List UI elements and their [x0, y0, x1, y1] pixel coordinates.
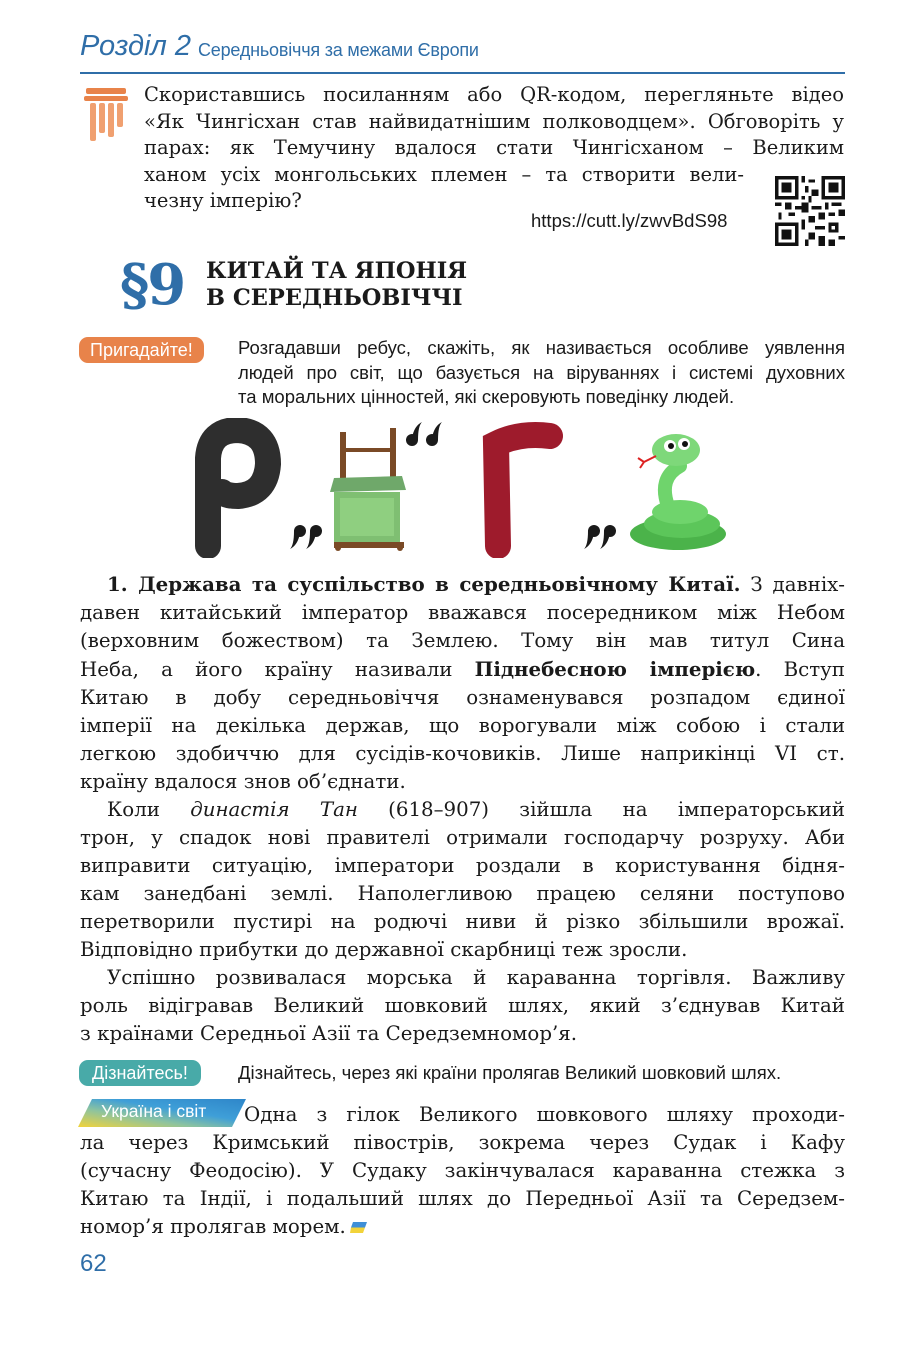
intro-line: Скориставшись посиланням або QR-кодом, перегляньте відео — [144, 83, 844, 106]
rebus-illustration — [180, 418, 740, 558]
paragraph-title-line: КИТАЙ ТА ЯПОНІЯ — [206, 258, 468, 284]
qr-code-icon[interactable] — [775, 176, 845, 246]
body-line: імперії на декілька держав, що ворогували між собою і стали — [80, 714, 845, 737]
cartoon-snake-icon — [630, 434, 726, 550]
intro-line: чезну імперію? — [144, 189, 302, 212]
ukraine-world-label: Україна і світ — [101, 1101, 207, 1121]
paragraph-number: §9 — [120, 252, 185, 318]
remember-badge: Пригадайте! — [79, 337, 204, 363]
remember-line: Розгадавши ребус, скажіть, як називається особливе уявлення — [238, 337, 845, 358]
page-number: 62 — [80, 1250, 107, 1277]
chapter-header — [80, 30, 845, 74]
key-term: Піднебесною імперією — [474, 657, 756, 681]
paragraph-title — [206, 258, 467, 312]
body-line: кам занедбані землі. Наполегливою працею селяни поступово — [80, 882, 845, 905]
intro-text — [144, 82, 844, 215]
ukraine-flag-icon — [350, 1222, 367, 1233]
clay-letter-r-icon — [208, 430, 268, 546]
body-text: Неба, а його країну називали — [80, 658, 475, 681]
body-text: номор’я пролягав морем. — [80, 1215, 346, 1238]
body-line: перетворили пустирі на родючі ниви й різко збільшили врожаї. — [80, 910, 845, 933]
body-line: легкою здобиччю для сусідів-кочовиків. Лише наприкінці VI ст. — [80, 742, 845, 765]
body-line: Успішно розвивалася морська й караванна торгівля. Важливу — [107, 966, 845, 989]
clay-letter-g-icon — [496, 435, 550, 546]
video-link[interactable]: https://cutt.ly/zwvBdS98 — [531, 210, 728, 231]
section-heading: 1. Держава та суспільство в середньовічному Китаї. — [107, 572, 741, 596]
body-line: роль відігравав Великий шовковий шлях, який з’єднував Китай — [80, 994, 845, 1017]
body-text: . Вступ — [755, 658, 845, 681]
body-text: (618–907) зійшла на імператорський — [357, 798, 845, 821]
remember-line: людей про світ, що базується на віруваннях і системі духовних — [238, 361, 845, 383]
body-line — [80, 570, 845, 599]
body-text: З давніх- — [740, 573, 845, 596]
chapter-label: Розділ 2 — [80, 30, 191, 62]
key-term: династія Тан — [190, 798, 358, 821]
body-line: Китаю в добу середньовіччя ознаменувався розпадом єдиної — [80, 686, 845, 709]
chapter-subtitle: Середньовіччя за межами Європи — [198, 40, 479, 60]
body-line: виправити ситуацію, імператори роздали в користування бідня- — [80, 854, 845, 877]
section-1-text — [80, 570, 845, 1048]
body-line: (сучасну Феодосію). У Судаку закінчувалася караванна стежка з — [80, 1159, 845, 1182]
intro-line: парах: як Темучину вдалося стати Чингісханом – Великим — [144, 136, 844, 159]
body-line — [80, 1213, 845, 1241]
column-icon — [84, 86, 128, 144]
body-line: (верховним божеством) та Землею. Тому він мав титул Сина — [80, 629, 845, 652]
remember-line: та моральних цінностей, які скеровують поведінку людей. — [238, 386, 735, 407]
comma-marks-icon — [290, 525, 322, 549]
comma-marks-icon — [584, 525, 616, 549]
body-line — [80, 796, 845, 824]
body-line: з країнами Середньої Азії та Середземномор’я. — [80, 1022, 578, 1045]
body-line: Одна з гілок Великого шовкового шляху проходи- — [244, 1103, 845, 1126]
body-line: трон, у спадок нові правителі отримали господарчу розруху. Аби — [80, 826, 845, 849]
remember-text — [238, 336, 845, 410]
ukraine-world-text — [80, 1101, 845, 1241]
learn-text: Дізнайтесь, через які країни пролягав Великий шовковий шлях. — [238, 1062, 782, 1083]
body-line: Китаю та Індії, і подальший шлях до Передньої Азії та Середзем- — [80, 1187, 845, 1210]
body-line: Відповідно прибутки до державної скарбниці теж зросли. — [80, 938, 688, 961]
learn-badge: Дізнайтесь! — [79, 1060, 201, 1086]
body-line: давен китайський імператор вважався посередником між Небом — [80, 601, 845, 624]
paragraph-title-line: В СЕРЕДНЬОВІЧЧІ — [206, 285, 463, 311]
inverted-comma-marks-icon — [406, 422, 442, 446]
body-line: країну вдалося знов об’єднати. — [80, 770, 406, 793]
body-line: ла через Кримський півострів, зокрема через Судак і Кафу — [80, 1131, 845, 1154]
intro-line: «Як Чингісхан став найвидатнішим полководцем». Обговоріть у — [144, 109, 844, 133]
intro-line: ханом усіх монгольських племен – та створити вели- — [144, 162, 744, 186]
upside-down-chair-icon — [330, 428, 406, 551]
body-line — [80, 655, 845, 684]
body-text: Коли — [107, 798, 191, 821]
